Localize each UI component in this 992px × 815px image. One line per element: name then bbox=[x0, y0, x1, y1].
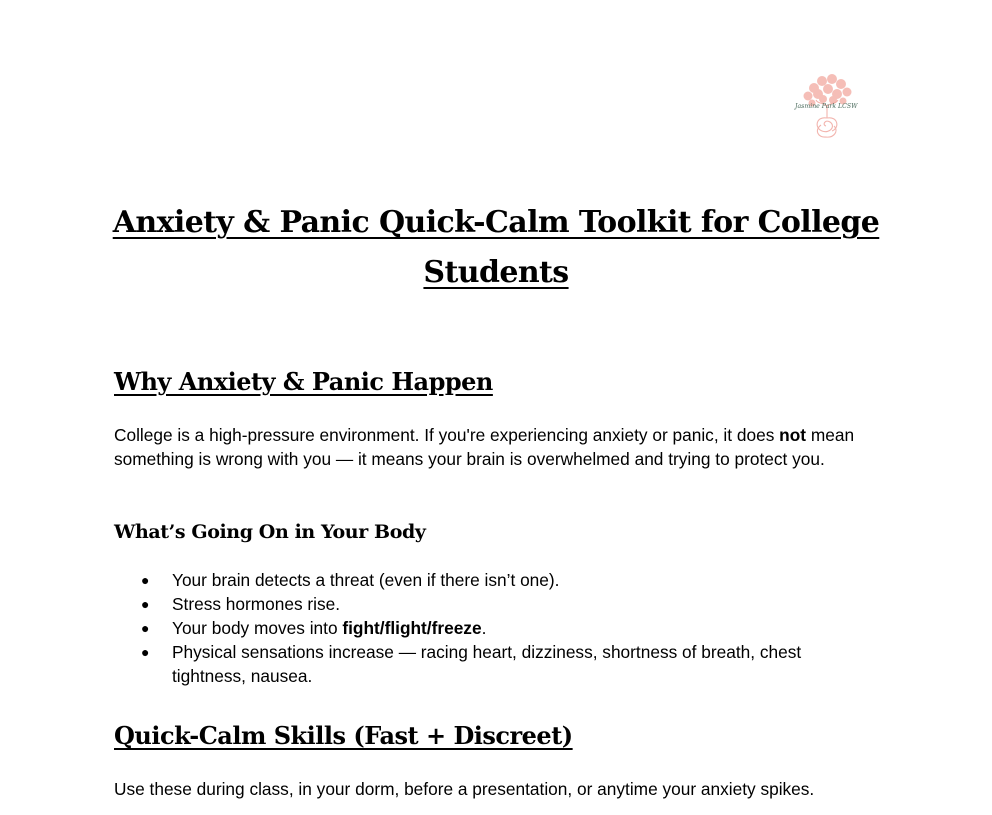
tree-logo-icon bbox=[792, 70, 862, 142]
bullet-icon: ● bbox=[141, 644, 150, 660]
subheading-body: What’s Going On in Your Body bbox=[114, 521, 426, 543]
why-paragraph-text-end: mean something is wrong with you — it means your brain is overwhelmed and trying to protect you. bbox=[114, 425, 855, 469]
list-item-text: Stress hormones rise. bbox=[172, 594, 341, 614]
section-heading-skills: Quick-Calm Skills (Fast + Discreet) bbox=[114, 721, 573, 750]
list-item bbox=[114, 592, 854, 616]
tree-of-life-icon bbox=[792, 70, 862, 142]
body-bullet-list bbox=[114, 568, 854, 688]
why-paragraph-bold: not bbox=[779, 425, 807, 445]
list-item bbox=[114, 568, 854, 592]
list-item-text: Physical sensations increase — racing heart, dizziness, shortness of breath, chest tightness, nausea. bbox=[172, 642, 802, 686]
bullet-icon: ● bbox=[141, 620, 150, 636]
why-paragraph-text-start: College is a high-pressure environment. If you're experiencing anxiety or panic, it does bbox=[114, 425, 780, 445]
bullet-icon: ● bbox=[141, 572, 150, 588]
list-item-bold: fight/flight/freeze bbox=[342, 618, 482, 638]
section-heading-why: Why Anxiety & Panic Happen bbox=[114, 367, 493, 396]
list-item-text: Your body moves into bbox=[172, 618, 343, 638]
why-paragraph bbox=[114, 423, 874, 471]
logo-signature: Jasmine Park LCSW bbox=[795, 103, 858, 110]
list-item-text-end: . bbox=[481, 618, 487, 638]
list-item bbox=[114, 640, 854, 688]
document-title: Anxiety & Panic Quick-Calm Toolkit for College Students bbox=[112, 205, 880, 290]
skills-paragraph: Use these during class, in your dorm, before a presentation, or anytime your anxiety spikes. bbox=[114, 779, 815, 799]
bullet-icon: ● bbox=[141, 596, 150, 612]
list-item-text: Your brain detects a threat (even if there isn’t one). bbox=[172, 570, 560, 590]
list-item bbox=[114, 616, 854, 640]
